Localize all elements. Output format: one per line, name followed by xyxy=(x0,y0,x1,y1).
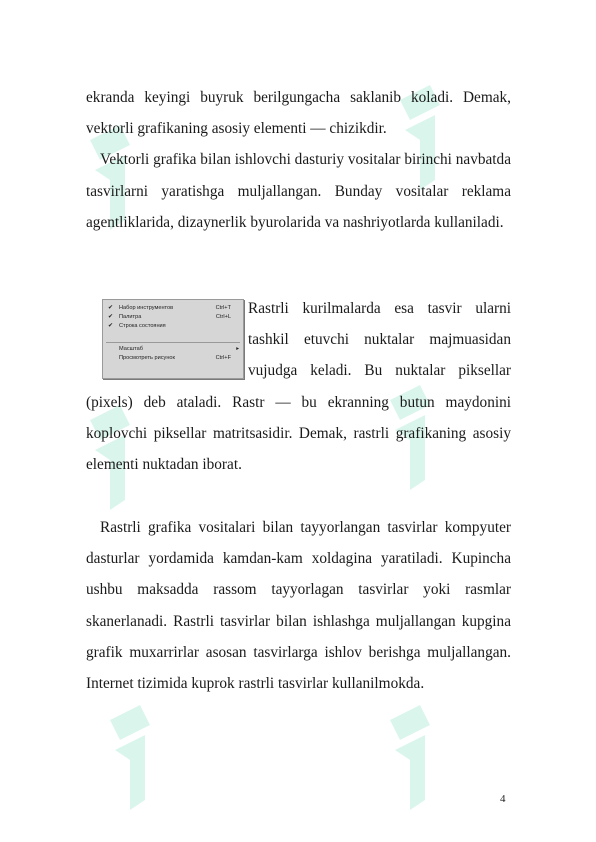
menu-item xyxy=(103,345,243,354)
menu-item-label: Палитра xyxy=(119,314,142,320)
menu-item xyxy=(103,322,243,331)
watermark-logo xyxy=(100,700,160,830)
paragraph: Rastrli grafika vositalari bilan tayyorlangan tasvirlar kompyuter dasturlar yordamida kamdan-kam xoldagina yaratiladi. Kupincha ushbu maksadda rassom tayyorlagan tasvirlar yoki rasmlar skanerlanadi. Rastrli tasvirlar bilan ishlashga muljallangan kupgina grafik muxarrirlar asosan tasvirlarga ishlov berishga muljallangan. Internet tizimida kuprok rastrli tasvirlar kullanilmokda. xyxy=(86,519,511,693)
text-block-top xyxy=(86,82,511,238)
menu-item-label: Просмотреть рисунок xyxy=(119,355,175,361)
menu-item-disabled xyxy=(103,331,243,340)
check-icon: ✔ xyxy=(108,305,114,311)
menu-item-label: Набор инструментов xyxy=(119,305,174,311)
submenu-arrow-icon: ▸ xyxy=(236,346,239,352)
menu-item xyxy=(103,304,243,313)
text-block-bottom xyxy=(86,512,511,699)
menu-item xyxy=(103,354,243,363)
menu-item-shortcut: Ctrl+T xyxy=(215,305,231,311)
paragraph: Rastrli kurilmalarda esa tasvir ularni tashkil etuvchi nuktalar majmuasidan vujudga keladi. Bu nuktalar piksellar (pixels) deb ataladi. Rastr — bu ekranning butun maydonini koplovchi piksellar matritsasidir. Demak, rastrli grafikaning asosiy elementi nuktadan iborat. xyxy=(86,300,511,474)
check-icon: ✔ xyxy=(108,314,114,320)
menu-separator xyxy=(106,342,240,343)
menu-item-shortcut: Ctrl+L xyxy=(215,314,231,320)
watermark-logo xyxy=(380,700,440,830)
view-menu xyxy=(102,299,244,379)
paragraph: ekranda keyingi buyruk berilgungacha saklanib koladi. Demak, vektorli grafikaning asosiy elementi — chizikdir. xyxy=(86,89,511,138)
check-icon: ✔ xyxy=(108,323,114,329)
menu-item-label: Строка состояния xyxy=(119,323,166,329)
menu-screenshot-image xyxy=(86,299,242,379)
page-number: 4 xyxy=(500,793,506,805)
paragraph: Vektorli grafika bilan ishlovchi dasturiy vositalar birinchi navbatda tasvirlarni yaratishga muljallangan. Bunday vositalar reklama agentliklarida, dizaynerlik byurolarida va nashriyotlarda kullaniladi. xyxy=(86,151,511,231)
menu-item-shortcut: Ctrl+F xyxy=(215,355,231,361)
menu-item xyxy=(103,313,243,322)
text-block-float xyxy=(86,293,511,480)
menu-item-label: Масштаб xyxy=(119,346,143,352)
